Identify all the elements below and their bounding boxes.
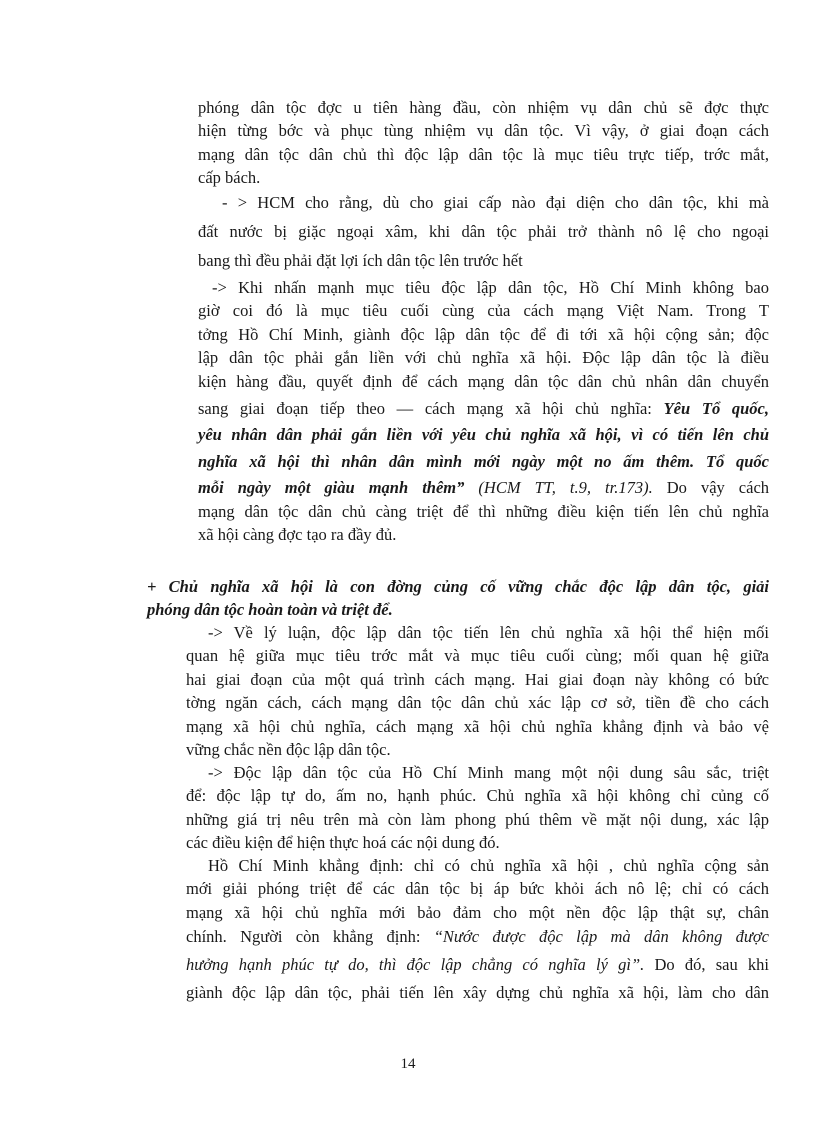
text-run: Do đó, sau khi — [654, 954, 769, 974]
quote-run: Yêu Tổ quốc, — [663, 399, 770, 419]
text-line: hiện từng bớc và phục tùng nhiệm vụ dân tộc. Vì vậy, ở giai đoạn cách — [198, 121, 769, 141]
paragraph-1 — [198, 96, 769, 190]
text-line: mạng dân tộc dân chủ thì độc lập dân tộc là mục tiêu trực tiếp, trớc mắt, — [198, 144, 769, 164]
text-line: lập dân tộc phải gắn liền với chủ nghĩa xã hội. Độc lập dân tộc là điều — [198, 348, 769, 368]
text-line: cấp bách. — [198, 168, 261, 188]
text-line: các điều kiện để hiện thực hoá các nội dung đó. — [186, 833, 500, 853]
text-line: bang thì đều phải đặt lợi ích dân tộc lên trước hết — [198, 251, 523, 270]
paragraph-6 — [186, 854, 769, 1004]
text-line — [198, 476, 769, 499]
text-line: tờng ngăn cách, cách mạng dân tộc dân chủ xác lập cơ sở, tiền đề cho cách — [186, 693, 769, 713]
quote-run: “Nước được độc lập mà dân không được — [433, 927, 770, 947]
text-line: giành độc lập dân tộc, phải tiến lên xây dựng chủ nghĩa xã hội, làm cho dân — [186, 983, 769, 1003]
text-line: -> Về lý luận, độc lập dân tộc tiến lên chủ nghĩa xã hội thể hiện mối — [208, 623, 769, 642]
paragraph-2 — [198, 188, 769, 275]
text-line: để: độc lập tự do, ấm no, hạnh phúc. Chủ nghĩa xã hội không chỉ củng cố — [186, 786, 769, 806]
text-line: -> Độc lập dân tộc của Hồ Chí Minh mang một nội dung sâu sắc, triệt — [208, 763, 769, 782]
text-line: đất nước bị giặc ngoại xâm, khi dân tộc phải trở thành nô lệ cho ngoại — [198, 222, 769, 241]
text-line: -> Khi nhấn mạnh mục tiêu độc lập dân tộc, Hồ Chí Minh không bao — [212, 278, 769, 297]
text-run: chính. — [186, 927, 227, 947]
quote-run: hưởng hạnh phúc tự do, thì độc lập chẳng có nghĩa lý gì”. — [186, 954, 645, 974]
page-number: 14 — [400, 1056, 416, 1072]
text-line: mạng xã hội chủ nghĩa mới bảo đảm cho một nền độc lập thật sự, chân — [186, 902, 769, 922]
text-line: những giá trị nêu trên mà còn làm phong phú thêm về mặt nội dung, xác lập — [186, 809, 769, 829]
paragraph-3 — [198, 276, 769, 546]
paragraph-5 — [186, 761, 769, 855]
text-run: sang giai đoạn tiếp theo — cách mạng xã hội chủ nghĩa: — [198, 399, 652, 419]
text-line: vững chắc nền độc lập dân tộc. — [186, 740, 391, 760]
text-line: mạng xã hội chủ nghĩa, cách mạng xã hội chủ nghĩa khẳng định và bảo vệ — [186, 716, 769, 736]
text-line: mạng dân tộc dân chủ càng triệt để thì những điều kiện tiến lên chủ nghĩa — [198, 501, 769, 521]
text-line: Hồ Chí Minh khẳng định: chỉ có chủ nghĩa xã hội , chủ nghĩa cộng sản — [208, 856, 769, 875]
text-run: Do vậy cách — [666, 478, 770, 498]
text-line: mới giải phóng triệt để các dân tộc bị áp bức khỏi ách nô lệ; chỉ có cách — [186, 879, 769, 899]
text-line: xã hội càng đợc tạo ra đầy đủ. — [198, 525, 397, 545]
text-line — [198, 397, 769, 420]
text-line: hai giai đoạn của một quá trình cách mạng. Hai giai đoạn này không có bức — [186, 669, 769, 689]
text-line: giờ coi đó là mục tiêu cuối cùng của cách mạng Việt Nam. Trong T — [198, 301, 769, 321]
text-line: kiện hàng đầu, quyết định để cách mạng dân tộc dân chủ nhân dân chuyển — [198, 371, 769, 391]
heading-line: phóng dân tộc hoàn toàn và triệt để. — [147, 600, 393, 619]
text-line: quan hệ giữa mục tiêu trớc mắt và mục tiêu cuối cùng; mối quan hệ giữa — [186, 646, 769, 666]
text-line: phóng dân tộc đợc u tiên hàng đầu, còn nhiệm vụ dân chủ sẽ đợc thực — [198, 98, 769, 117]
paragraph-4 — [186, 621, 769, 761]
text-line — [186, 925, 769, 948]
text-line: - > HCM cho rằng, dù cho giai cấp nào đại diện cho dân tộc, khi mà — [222, 193, 769, 212]
quote-run: mỗi ngày một giàu mạnh thêm” — [198, 478, 465, 498]
text-line — [186, 953, 769, 976]
section-heading — [147, 575, 769, 621]
text-run: Người còn khẳng định: — [240, 927, 421, 947]
heading-line: + Chủ nghĩa xã hội là con đờng củng cố vững chắc độc lập dân tộc, giải — [147, 577, 769, 596]
quote-line: nghĩa xã hội thì nhân dân mình mới ngày một no ấm thêm. Tổ quốc — [198, 451, 769, 471]
citation: (HCM TT, t.9, tr.173). — [478, 478, 653, 498]
quote-line: yêu nhân dân phải gắn liền với yêu chủ nghĩa xã hội, vì có tiến lên chủ — [198, 425, 769, 445]
text-line: tởng Hồ Chí Minh, giành độc lập dân tộc để đi tới xã hội cộng sản; độc — [198, 324, 769, 344]
